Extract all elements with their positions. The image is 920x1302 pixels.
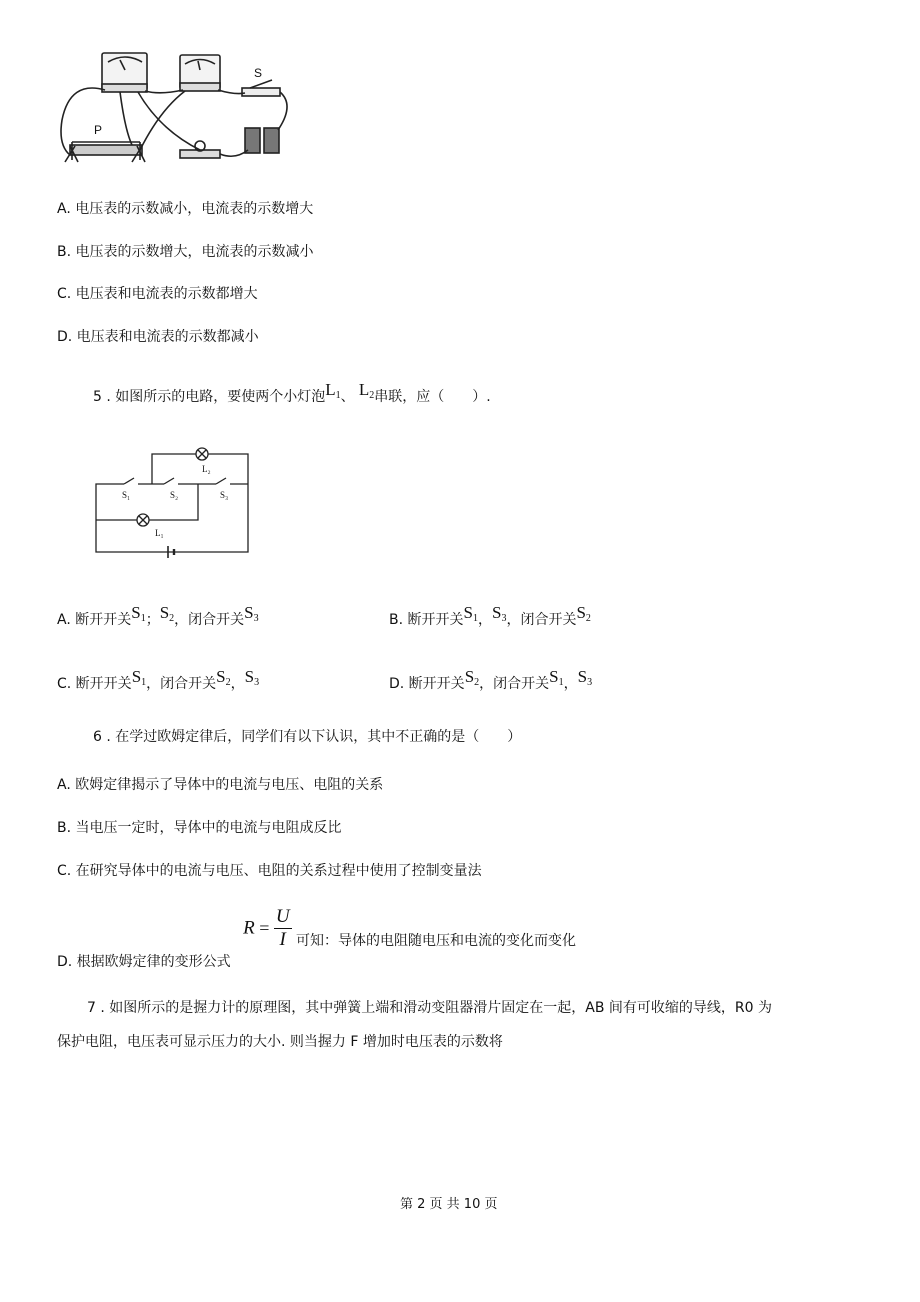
q4-option-d: D. 电压表和电流表的示数都减小 xyxy=(57,329,259,345)
q5-l1-symbol: L1 xyxy=(325,380,341,401)
q6-option-d-suffix: 可知：导体的电阻随电压和电流的变化而变化 xyxy=(296,932,576,949)
q6-option-b: B. 当电压一定时，导体中的电流与电阻成反比 xyxy=(57,820,342,836)
q5-circuit-diagram xyxy=(90,448,260,558)
q5-l2-symbol: L2 xyxy=(358,380,375,401)
q5-fig-s2: S₂ xyxy=(170,490,179,500)
q4-option-a: A. 电压表的示数减小，电流表的示数增大 xyxy=(57,201,314,217)
q4-circuit-figure xyxy=(50,50,310,180)
q6-option-c: C. 在研究导体中的电流与电压、电阻的关系过程中使用了控制变量法 xyxy=(57,863,482,879)
q7-line-2: 保护电阻，电压表可显示压力的大小. 则当握力 F 增加时电压表的示数将 xyxy=(57,1034,503,1050)
q5-fig-l2: L₂ xyxy=(202,464,211,474)
q4-option-b: B. 电压表的示数增大，电流表的示数减小 xyxy=(57,244,314,260)
q5-option-c: C. 断开开关S1，闭合开关S2，S3 xyxy=(57,667,260,692)
q5-option-a: A. 断开开关S1；S2，闭合开关S3 xyxy=(57,603,259,628)
q6-option-d-prefix: D. 根据欧姆定律的变形公式 xyxy=(57,953,231,970)
q6-formula: R = $\frac{U}{I}$ xyxy=(243,906,290,950)
q6-option-a: A. 欧姆定律揭示了导体中的电流与电压、电阻的关系 xyxy=(57,777,384,793)
q5-option-b: B. 断开开关S1，S3，闭合开关S2 xyxy=(389,603,591,628)
q6-stem: 6 . 在学过欧姆定律后，同学们有以下认识，其中不正确的是（ ） xyxy=(93,729,522,745)
q5-fig-s3: S₃ xyxy=(220,490,229,500)
q4-option-c: C. 电压表和电流表的示数都增大 xyxy=(57,286,258,302)
q5-stem-before: 5 . 如图所示的电路，要使两个小灯泡 xyxy=(93,389,326,405)
q5-fig-s1: S₁ xyxy=(122,490,131,500)
switch-label: S xyxy=(254,66,263,80)
q5-stem xyxy=(93,380,491,406)
q5-fig-l1: L₁ xyxy=(155,528,164,538)
page-footer: 第 2 页 共 10 页 xyxy=(400,1197,498,1212)
slider-label: P xyxy=(94,123,103,137)
q5-sep: 、 xyxy=(340,389,355,405)
q7-line-1: 7 . 如图所示的是握力计的原理图，其中弹簧上端和滑动变阻器滑片固定在一起，AB 间有可收缩的导线，R0 为 xyxy=(87,1000,772,1016)
q6-option-d xyxy=(57,906,576,970)
q5-stem-after: 串联，应（ ）. xyxy=(374,389,491,405)
q5-option-d: D. 断开开关S2，闭合开关S1，S3 xyxy=(389,667,593,692)
